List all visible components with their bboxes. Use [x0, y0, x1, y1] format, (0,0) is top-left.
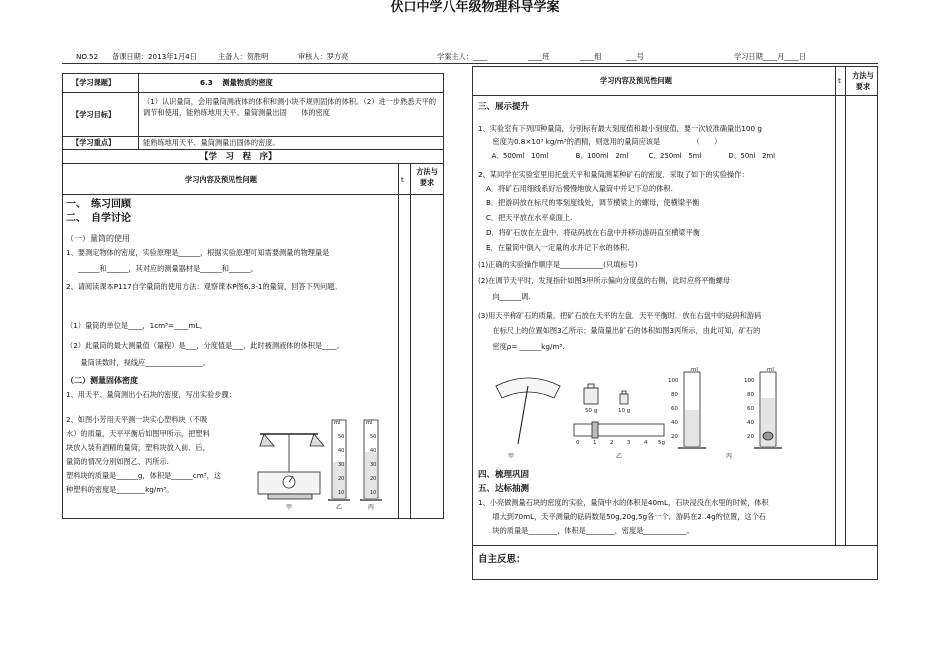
right-q2: 2、某同学在实验室里用托盘天平和量筒测某种矿石的密度．采取了如下的实验操作： — [478, 170, 749, 179]
cylinder-bing — [360, 420, 382, 500]
scale-dial-drawing — [496, 378, 560, 444]
fig3-label-bing: 丙 — [726, 453, 733, 460]
ruler-tick-1: 1 — [593, 440, 597, 446]
right-q5b: 增大到70mL，天平测量的砝码数是50g,20g,5g各一个．游码在2 .4g的位置，这个石 — [478, 512, 766, 521]
prep-date: 备课日期：2013年1月4日 — [112, 52, 197, 61]
section-3-heading: 三、展示提升 — [478, 102, 530, 112]
number-field: ___号 — [626, 52, 644, 61]
cyl-ore-mark-20: 20 — [747, 434, 754, 440]
subsection-cylinder: （一）量筒的使用 — [66, 234, 130, 243]
cyl-ore-mark-80: 80 — [747, 392, 754, 398]
right-q2-2a: (2)在调节天平时，发现指针如图3甲所示偏向分度盘的右侧，此时应将平衡螺母 — [478, 276, 730, 285]
cyl-water-mark-100: 100 — [668, 378, 679, 384]
cyl-bing-mark-40: 40 — [370, 448, 377, 454]
cyl-bing-unit: ml — [366, 420, 373, 426]
right-q2-3a: (3)用天平称矿石的质量，把矿石放在天平的左盘．天平平衡时．放在右盘中的砝码和游码 — [478, 311, 762, 320]
section-5-heading: 五、达标抽测 — [478, 484, 530, 494]
left-col-method-header: 方法与要求 — [416, 167, 438, 187]
cyl-water-mark-60: 60 — [671, 406, 678, 412]
cyl-bing-mark-30: 30 — [370, 462, 377, 468]
fig-label-jia: 甲 — [286, 504, 293, 511]
practice-2a: 2、如图小芳用天平测一块实心塑料块（不吸 — [66, 415, 208, 424]
topic-label: 【学习课题】 — [72, 78, 116, 87]
ruler-tick-0: 0 — [576, 440, 580, 446]
right-q2-step-d: D．将矿石放在左盘中．将砝码放在右盘中并移动游码直至横梁平衡 — [486, 228, 700, 237]
right-q2-step-a: A．将矿石用细线系好后慢慢地放入量筒中并记下总的体积. — [486, 184, 673, 193]
page-title: 伏口中学八年级物理科导学案 — [390, 0, 560, 15]
practice-1: 1、用天平、量筒测出小石块的密度，写出实验步骤： — [66, 390, 236, 399]
cylinder-yi — [328, 420, 350, 500]
cyl-ore-mark-40: 40 — [747, 420, 754, 426]
key-text: 能熟练地用天平、量筒测量出固体的密度。 — [143, 138, 280, 147]
doc-number: NO.52 — [76, 52, 99, 61]
group-field: ____组 — [580, 52, 602, 61]
right-q1b: 密度为0.8×10³ kg/m³的酒精，则选用的量筒应该是 （ ） — [478, 137, 722, 146]
right-q2-3c: 密度ρ= ______kg/m³. — [478, 342, 565, 351]
cyl-water-mark-80: 80 — [671, 392, 678, 398]
right-q2-2b: 向______调. — [478, 292, 531, 301]
cyl-yi-unit: ml — [334, 420, 341, 426]
right-q5c: 块的质量是________，体积是________，密度是____________。 — [478, 526, 694, 535]
cyl-bing-mark-20: 20 — [370, 476, 377, 482]
left-col-t-header: t — [401, 175, 404, 184]
cyl-bing-mark-10: 10 — [370, 490, 377, 496]
right-col-t-header: t — [838, 76, 841, 85]
balance-and-cylinders-figure — [250, 412, 390, 512]
cyl-water-unit: ml — [691, 367, 698, 373]
cyl-yi-mark-40: 40 — [338, 448, 345, 454]
right-q2-step-c: C．把天平放在水平桌面上. — [486, 213, 573, 222]
procedure-heading: 【学 习 程 序】 — [200, 152, 277, 162]
practice-2c: 块放入装有酒精的量筒，塑料块放入前、后， — [66, 443, 210, 452]
fig-label-yi: 乙 — [336, 504, 343, 511]
fig3-label-yi: 乙 — [616, 453, 623, 460]
cyl-yi-mark-20: 20 — [338, 476, 345, 482]
topic-value: 6.3 测量物质的密度 — [200, 78, 273, 87]
left-col-content-header: 学习内容及预见性问题 — [185, 175, 257, 184]
balance-drawing — [258, 434, 324, 499]
cylinder-with-ore — [754, 372, 782, 448]
cylinder-water — [678, 372, 706, 448]
cyl-ore-mark-100: 100 — [744, 378, 755, 384]
rider-ruler-drawing — [574, 422, 664, 438]
owner-field: 学案主人：____ — [437, 52, 488, 61]
fig-label-bing: 丙 — [368, 504, 375, 511]
subsection-solid-density: （二）测量固体密度 — [66, 376, 138, 385]
cyl-yi-mark-30: 30 — [338, 462, 345, 468]
cyl-water-mark-40: 40 — [671, 420, 678, 426]
right-q5a: 1、小亮做测量石块的密度的实验，量筒中水的体积是40mL，石块浸没在水里的时候，体积 — [478, 498, 769, 507]
class-field: ____班 — [528, 52, 550, 61]
right-q1a: 1、实验室有下列四种量筒，分别标有最大刻度值和最小刻度值，要一次较准确量出100 g — [478, 124, 762, 133]
ruler-tick-5: 5g — [658, 440, 665, 446]
section-4-heading: 四、梳理巩固 — [478, 470, 530, 480]
ruler-tick-4: 4 — [644, 440, 648, 446]
ruler-tick-3: 3 — [627, 440, 631, 446]
question-2-1: （1）量筒的单位是____，1cm³=____mL。 — [66, 321, 207, 330]
weight-10g-label: 10 g — [618, 408, 631, 414]
cyl-yi-mark-10: 10 — [338, 490, 345, 496]
practice-2e: 塑料块的质量是______g，体积是______cm³，这 — [66, 471, 221, 480]
question-1a: 1、要测定物体的密度，实验原理是______，根据实验原理可知需要测量的物理量是 — [66, 248, 330, 257]
right-col-method-header: 方法与要求 — [852, 71, 874, 91]
cyl-bing-mark-50: 50 — [370, 434, 377, 440]
practice-2b: 水）的质量，天平平衡后如图甲所示，把塑料 — [66, 429, 210, 438]
header-rule — [62, 63, 878, 64]
goal-label: 【学习目标】 — [72, 110, 116, 119]
right-q2-1: (1)正确的实验操作顺序是____________(只填标号) — [478, 260, 638, 269]
cyl-ore-mark-60: 60 — [747, 406, 754, 412]
ruler-tick-2: 2 — [610, 440, 614, 446]
self-reflection-label: 自主反思： — [478, 554, 526, 565]
section-1-heading: 一、 练习回顾 — [66, 199, 131, 210]
question-1b: ______和______，其对应的测量器材是______和______。 — [78, 264, 258, 273]
cyl-ore-unit: ml — [767, 367, 774, 373]
reviewer: 审核人：罗方亮 — [298, 52, 349, 61]
goal-text: （1）认识量筒，会用量筒测液体的体积和测小块不规则固体的体积。（2）进一步熟悉天平的调节和使用，能熟练地用天平、量筒测量出固 体的密度 — [143, 97, 437, 117]
fig3-label-jia: 甲 — [508, 453, 515, 460]
cyl-water-mark-20: 20 — [671, 434, 678, 440]
right-col-content-header: 学习内容及预见性问题 — [600, 76, 672, 85]
question-2-2: （2）此量筒的最大测量值（量程）是___，分度值是___，此时被测液体的体积是____。 — [66, 341, 344, 350]
cyl-yi-mark-50: 50 — [338, 434, 345, 440]
right-q2-step-e: E．在量筒中倒入一定量的水并记下水的体积. — [486, 243, 630, 252]
preparer: 主备人：贺胜明 — [218, 52, 269, 61]
section-2-heading: 二、 自学讨论 — [66, 213, 131, 224]
key-label: 【学习重点】 — [72, 138, 116, 147]
weight-50g-label: 50 g — [585, 408, 598, 414]
weights-drawing — [584, 384, 628, 404]
right-q2-step-b: B．把游码放在标尺的零刻度线处，调节横梁上的螺母，使横梁平衡 — [486, 198, 700, 207]
right-q1-options: A、500ml 10ml B、100ml 2ml C、250ml 5ml D、50nl 2ml — [478, 152, 775, 160]
practice-2f: 种塑料的密度是________kg/m³。 — [66, 485, 174, 494]
study-date-field: 学习日期____月____日 — [734, 52, 806, 61]
dial-ruler-cylinders-figure — [488, 364, 818, 460]
right-q2-3b: 在标尺上的位置如图3乙所示；量筒量出矿石的体积如图3丙所示，由此可知，矿石的 — [478, 326, 761, 335]
practice-2d: 量筒的情况分别如图乙、丙所示. — [66, 457, 169, 466]
question-2: 2、请阅读课本P117自学量筒的使用方法：观察课本P图6.3-1的量筒，回答下列问题。 — [66, 282, 342, 291]
question-2-3: 量筒读数时，视线应________________。 — [66, 358, 210, 367]
